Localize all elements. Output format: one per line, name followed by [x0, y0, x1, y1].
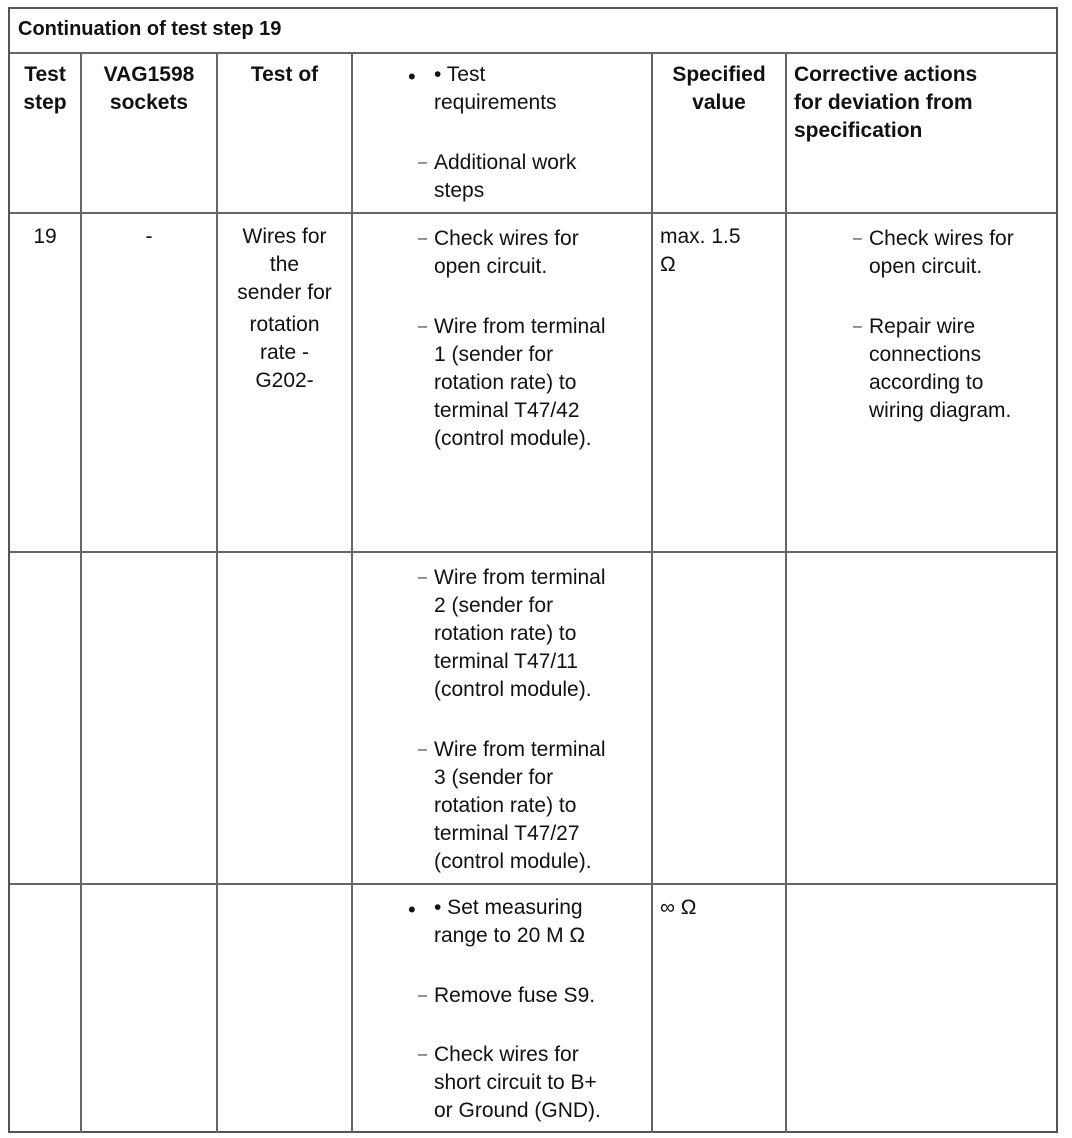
row2-step-wire-terminal-3: Wire from terminal 3 (sender for rotation rate) to terminal T47/27 (control module). [434, 738, 606, 873]
row1-divider [10, 551, 1056, 553]
header-specified-value: Specified value [672, 63, 766, 114]
row3-step-check-short: Check wires for short circuit to B+ or Ground (GND). [434, 1043, 601, 1122]
row3-requirement-range: • Set measuring range to 20 M Ω [434, 896, 586, 947]
row1-test-step: 19 [33, 225, 57, 248]
col-divider-2 [216, 52, 218, 1133]
bullet-icon: • [408, 64, 416, 89]
col-divider-4 [651, 52, 653, 1133]
row2-step-wire-terminal-2: Wire from terminal 2 (sender for rotation rate) to terminal T47/11 (control module). [434, 566, 606, 701]
row1-step-wire-terminal-1: Wire from terminal 1 (sender for rotation rate) to terminal T47/42 (control module). [434, 315, 606, 450]
row3-step-remove-fuse: Remove fuse S9. [434, 984, 596, 1007]
row1-specified-value: max. 1.5 Ω [660, 225, 741, 276]
dash-icon: – [418, 987, 427, 1004]
test-table [8, 7, 1058, 1133]
dash-icon: – [418, 154, 427, 171]
row2-divider [10, 883, 1056, 885]
title-divider [10, 52, 1056, 54]
bullet-icon: • [408, 897, 416, 922]
row3-specified-value: ∞ Ω [660, 896, 697, 919]
dash-icon: – [853, 318, 862, 335]
col-divider-1 [80, 52, 82, 1133]
header-corrective-actions: Corrective actions for deviation from specification [794, 63, 978, 142]
header-requirements: • Test requirements [434, 63, 557, 114]
dash-icon: – [418, 230, 427, 247]
table-title: Continuation of test step 19 [18, 18, 282, 40]
row1-corrective-repair: Repair wire connections according to wiring diagram. [869, 315, 1012, 422]
row1-step-check-open: Check wires for open circuit. [434, 227, 579, 278]
header-test-of: Test of [250, 63, 319, 86]
col-divider-5 [785, 52, 787, 1133]
dash-icon: – [418, 741, 427, 758]
row1-corrective-check: Check wires for open circuit. [869, 227, 1014, 278]
dash-icon: – [418, 569, 427, 586]
col-divider-3 [351, 52, 353, 1133]
dash-icon: – [418, 1046, 427, 1063]
header-additional-steps: Additional work steps [434, 151, 577, 202]
dash-icon: – [853, 230, 862, 247]
header-divider [10, 212, 1056, 214]
row1-sockets: - [145, 225, 153, 248]
header-sockets: VAG1598 sockets [103, 63, 195, 114]
row1-test-of: Wires for the sender for rotation rate - G202- [237, 225, 332, 392]
header-test-step: Test step [23, 63, 67, 114]
dash-icon: – [418, 318, 427, 335]
